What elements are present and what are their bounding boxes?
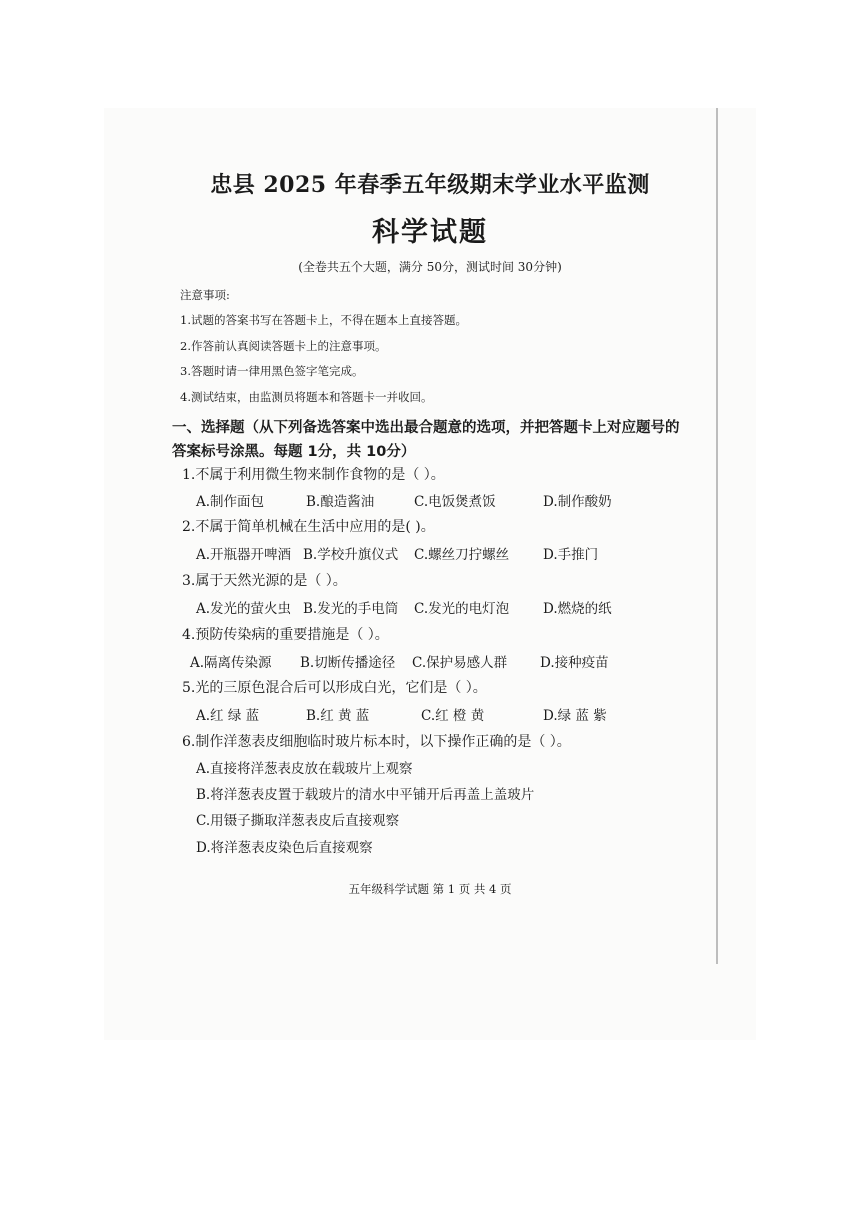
- option-d: D.绿 蓝 紫: [543, 708, 607, 724]
- question-stem: 3.属于天然光源的是（ ）。: [182, 573, 347, 589]
- note-item: 4.测试结束，由监测员将题本和答题卡一并收回。: [180, 390, 433, 404]
- option-c: C.保护易感人群: [412, 655, 508, 671]
- option-c: C.用镊子撕取洋葱表皮后直接观察: [196, 813, 400, 829]
- option-b: B.学校升旗仪式: [303, 547, 399, 563]
- question-stem: 6.制作洋葱表皮细胞临时玻片标本时，以下操作正确的是（ ）。: [182, 734, 571, 750]
- page-footer: 五年级科学试题 第 1 页 共 4 页: [348, 882, 512, 896]
- note-item: 2.作答前认真阅读答题卡上的注意事项。: [180, 339, 387, 353]
- option-a: A.开瓶器开啤酒: [196, 547, 292, 563]
- option-b: B.将洋葱表皮置于载玻片的清水中平铺开后再盖上盖玻片: [196, 787, 535, 803]
- question-stem: 1.不属于利用微生物来制作食物的是（ ）。: [182, 467, 445, 483]
- option-c: C.红 橙 黄: [421, 708, 485, 724]
- exam-instructions-summary: (全卷共五个大题，满分 50分，测试时间 30分钟): [298, 260, 562, 274]
- note-item: 3.答题时请一律用黑色签字笔完成。: [180, 364, 364, 378]
- option-c: C.电饭煲煮饭: [414, 494, 496, 510]
- exam-subject-title: 科学试题: [372, 217, 488, 248]
- option-a: A.发光的萤火虫: [196, 601, 292, 617]
- option-d: D.接种疫苗: [540, 655, 609, 671]
- option-d: D.制作酸奶: [543, 494, 612, 510]
- notes-heading: 注意事项:: [180, 288, 230, 302]
- option-c: C.发光的电灯泡: [414, 601, 510, 617]
- question-stem: 4.预防传染病的重要措施是（ ）。: [182, 627, 389, 643]
- option-a: A.直接将洋葱表皮放在载玻片上观察: [196, 761, 413, 777]
- option-b: B.切断传播途径: [300, 655, 396, 671]
- option-b: B.红 黄 蓝: [306, 708, 370, 724]
- question-stem: 5.光的三原色混合后可以形成白光，它们是（ ）。: [182, 680, 487, 696]
- option-c: C.螺丝刀拧螺丝: [414, 547, 510, 563]
- note-item: 1.试题的答案书写在答题卡上，不得在题本上直接答题。: [180, 313, 467, 327]
- option-b: B.发光的手电筒: [303, 601, 399, 617]
- section-heading-cont: 答案标号涂黑。每题 1分，共 10分）: [172, 444, 416, 460]
- option-d: D.燃烧的纸: [543, 601, 612, 617]
- option-b: B.酿造酱油: [306, 494, 375, 510]
- option-a: A.隔离传染源: [190, 655, 272, 671]
- option-a: A.制作面包: [196, 494, 265, 510]
- exam-title: 忠县 2025 年春季五年级期末学业水平监测: [210, 172, 650, 198]
- question-stem: 2.不属于简单机械在生活中应用的是( )。: [182, 519, 435, 535]
- section-heading: 一、选择题（从下列备选答案中选出最合题意的选项，并把答题卡上对应题号的: [172, 420, 680, 436]
- option-a: A.红 绿 蓝: [196, 708, 260, 724]
- option-d: D.将洋葱表皮染色后直接观察: [196, 840, 373, 856]
- option-d: D.手推门: [543, 547, 599, 563]
